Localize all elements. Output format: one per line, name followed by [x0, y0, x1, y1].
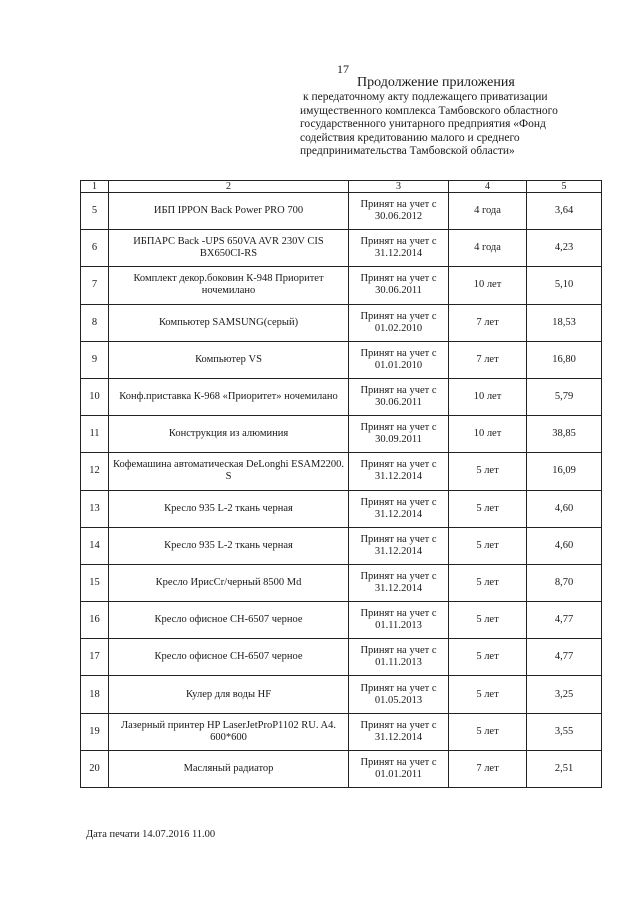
- page-number: 17: [337, 62, 349, 76]
- accounting-status: Принят на учет с 30.09.2011: [349, 416, 449, 453]
- asset-value: 5,79: [527, 378, 602, 415]
- asset-name: ИБПАРС Back -UPS 650VA AVR 230V CIS BX650CI-RS: [109, 230, 349, 267]
- table-row: [81, 639, 602, 676]
- useful-life: 5 лет: [449, 490, 527, 527]
- table-row: [81, 230, 602, 267]
- asset-name: Компьютер SAMSUNG(серый): [109, 304, 349, 341]
- column-header: 5: [527, 181, 602, 193]
- heading-line: к передаточному акту подлежащего приватизации: [303, 91, 548, 103]
- table-row: [81, 676, 602, 713]
- row-number: 7: [81, 267, 109, 304]
- asset-name: Конф.приставка К-968 «Приоритет» ночемилано: [109, 378, 349, 415]
- useful-life: 5 лет: [449, 453, 527, 490]
- row-number: 20: [81, 750, 109, 787]
- useful-life: 5 лет: [449, 676, 527, 713]
- heading-line: имущественного комплекса Тамбовского областного: [300, 104, 558, 117]
- print-date: Дата печати 14.07.2016 11.00: [86, 829, 216, 840]
- row-number: 17: [81, 639, 109, 676]
- row-number: 11: [81, 416, 109, 453]
- useful-life: 5 лет: [449, 527, 527, 564]
- column-header: 4: [449, 181, 527, 193]
- asset-name: Кулер для воды HF: [109, 676, 349, 713]
- asset-value: 8,70: [527, 564, 602, 601]
- accounting-status: Принят на учет с 31.12.2014: [349, 490, 449, 527]
- row-number: 6: [81, 230, 109, 267]
- asset-value: 4,77: [527, 602, 602, 639]
- table-row: [81, 713, 602, 750]
- accounting-status: Принят на учет с 01.01.2010: [349, 341, 449, 378]
- row-number: 8: [81, 304, 109, 341]
- accounting-status: Принят на учет с 01.02.2010: [349, 304, 449, 341]
- accounting-status: Принят на учет с 30.06.2011: [349, 378, 449, 415]
- table-row: [81, 193, 602, 230]
- asset-name: Кофемашина автоматическая DeLonghi ESAM2200. S: [109, 453, 349, 490]
- row-number: 16: [81, 602, 109, 639]
- asset-name: Кресло 935 L-2 ткань черная: [109, 527, 349, 564]
- accounting-status: Принят на учет с 01.01.2011: [349, 750, 449, 787]
- row-number: 13: [81, 490, 109, 527]
- table-row: [81, 416, 602, 453]
- table-row: [81, 602, 602, 639]
- accounting-status: Принят на учет с 01.11.2013: [349, 602, 449, 639]
- asset-name: Комплект декор.боковин К-948 Приоритет ночемилано: [109, 267, 349, 304]
- column-header: 2: [109, 181, 349, 193]
- column-header: 3: [349, 181, 449, 193]
- useful-life: 7 лет: [449, 750, 527, 787]
- appendix-heading: [300, 74, 600, 159]
- asset-value: 3,25: [527, 676, 602, 713]
- appendix-title: Продолжение приложения: [357, 75, 515, 90]
- asset-value: 3,64: [527, 193, 602, 230]
- accounting-status: Принят на учет с 31.12.2014: [349, 564, 449, 601]
- column-header: 1: [81, 181, 109, 193]
- useful-life: 10 лет: [449, 416, 527, 453]
- table-header-row: [81, 181, 602, 193]
- asset-value: 38,85: [527, 416, 602, 453]
- asset-name: Масляный радиатор: [109, 750, 349, 787]
- useful-life: 7 лет: [449, 341, 527, 378]
- accounting-status: Принят на учет с 01.05.2013: [349, 676, 449, 713]
- heading-line: предпринимательства Тамбовской области»: [300, 145, 515, 157]
- asset-name: Лазерный принтер HP LaserJetProP1102 RU. A4. 600*600: [109, 713, 349, 750]
- heading-line: содействия кредитованию малого и среднего: [300, 131, 520, 144]
- asset-value: 2,51: [527, 750, 602, 787]
- useful-life: 10 лет: [449, 267, 527, 304]
- asset-name: Кресло офисное СН-6507 черное: [109, 602, 349, 639]
- row-number: 12: [81, 453, 109, 490]
- asset-name: Кресло ИрисCr/черный 8500 Md: [109, 564, 349, 601]
- asset-value: 4,23: [527, 230, 602, 267]
- useful-life: 5 лет: [449, 564, 527, 601]
- useful-life: 10 лет: [449, 378, 527, 415]
- asset-value: 4,60: [527, 527, 602, 564]
- useful-life: 5 лет: [449, 602, 527, 639]
- asset-name: Кресло офисное СН-6507 черное: [109, 639, 349, 676]
- useful-life: 4 года: [449, 230, 527, 267]
- useful-life: 7 лет: [449, 304, 527, 341]
- table-row: [81, 453, 602, 490]
- asset-value: 4,60: [527, 490, 602, 527]
- table-row: [81, 378, 602, 415]
- table-row: [81, 490, 602, 527]
- asset-name: Кресло 935 L-2 ткань черная: [109, 490, 349, 527]
- row-number: 5: [81, 193, 109, 230]
- row-number: 19: [81, 713, 109, 750]
- asset-name: ИБП IPPON Back Power PRO 700: [109, 193, 349, 230]
- heading-line: государственного унитарного предприятия «Фонд: [300, 118, 546, 130]
- row-number: 14: [81, 527, 109, 564]
- asset-value: 5,10: [527, 267, 602, 304]
- row-number: 15: [81, 564, 109, 601]
- table-row: [81, 527, 602, 564]
- accounting-status: Принят на учет с 30.06.2012: [349, 193, 449, 230]
- row-number: 10: [81, 378, 109, 415]
- useful-life: 5 лет: [449, 639, 527, 676]
- asset-value: 3,55: [527, 713, 602, 750]
- useful-life: 4 года: [449, 193, 527, 230]
- asset-value: 18,53: [527, 304, 602, 341]
- accounting-status: Принят на учет с 01.11.2013: [349, 639, 449, 676]
- asset-value: 16,80: [527, 341, 602, 378]
- inventory-table: [80, 180, 602, 788]
- table-row: [81, 304, 602, 341]
- table-row: [81, 750, 602, 787]
- accounting-status: Принят на учет с 31.12.2014: [349, 527, 449, 564]
- accounting-status: Принят на учет с 31.12.2014: [349, 713, 449, 750]
- asset-value: 16,09: [527, 453, 602, 490]
- accounting-status: Принят на учет с 30.06.2011: [349, 267, 449, 304]
- table-row: [81, 341, 602, 378]
- row-number: 18: [81, 676, 109, 713]
- asset-name: Компьютер VS: [109, 341, 349, 378]
- accounting-status: Принят на учет с 31.12.2014: [349, 230, 449, 267]
- useful-life: 5 лет: [449, 713, 527, 750]
- table-row: [81, 267, 602, 304]
- accounting-status: Принят на учет с 31.12.2014: [349, 453, 449, 490]
- asset-value: 4,77: [527, 639, 602, 676]
- asset-name: Конструкция из алюминия: [109, 416, 349, 453]
- row-number: 9: [81, 341, 109, 378]
- table-row: [81, 564, 602, 601]
